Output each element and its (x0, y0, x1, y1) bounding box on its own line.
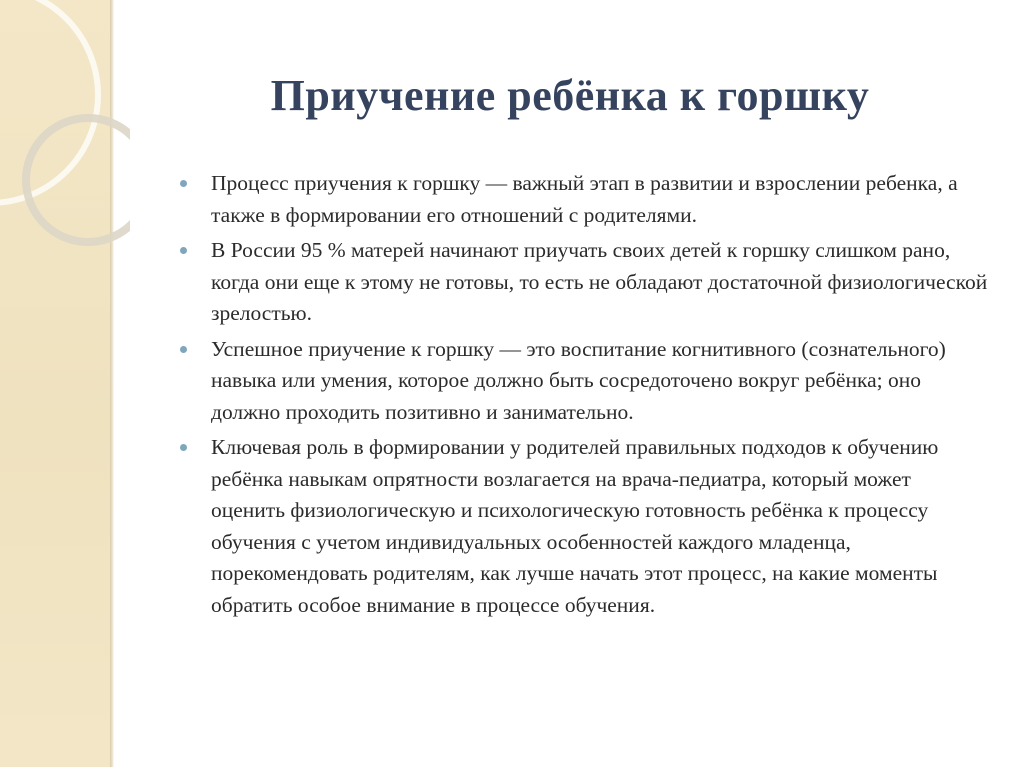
decorative-circle-large (0, 0, 98, 203)
bullet-text: В России 95 % матерей начинают приучать своих детей к горшку слишком рано, когда они еще к этому не готовы, то есть не обладают достаточной физиологической зрелостью. (211, 238, 988, 325)
bullet-dot-icon (180, 346, 187, 353)
decorative-circles-icon (0, 0, 130, 280)
bullet-text: Процесс приучения к горшку — важный этап в развитии и взрослении ребенка, а также в формировании его отношений с родителями. (211, 171, 958, 227)
bullet-dot-icon (180, 180, 187, 187)
bullet-item (180, 432, 990, 621)
bullet-dot-icon (180, 444, 187, 451)
bullet-text: Ключевая роль в формировании у родителей правильных подходов к обучению ребёнка навыкам опрятности возлагается на врача-педиатра, который может оценить физиологическую и психологическую готовность ребёнка к процессу обучения с учетом индивидуальных особенностей каждого младенца, порекомендовать родителям, как лучше начать этот процесс, на какие моменты обратить особое внимание в процессе обучения. (211, 435, 939, 617)
bullet-list (180, 168, 990, 625)
slide-title: Приучение ребёнка к горшку (270, 71, 870, 120)
bullet-dot-icon (180, 247, 187, 254)
bullet-item (180, 168, 990, 231)
decorative-circle-small (26, 118, 130, 242)
bullet-item (180, 235, 990, 330)
bullet-text: Успешное приучение к горшку — это воспитание когнитивного (сознательного) навыка или умения, которое должно быть сосредоточено вокруг ребёнка; оно должно проходить позитивно и занимательно. (211, 336, 946, 424)
bullet-item (180, 334, 990, 429)
